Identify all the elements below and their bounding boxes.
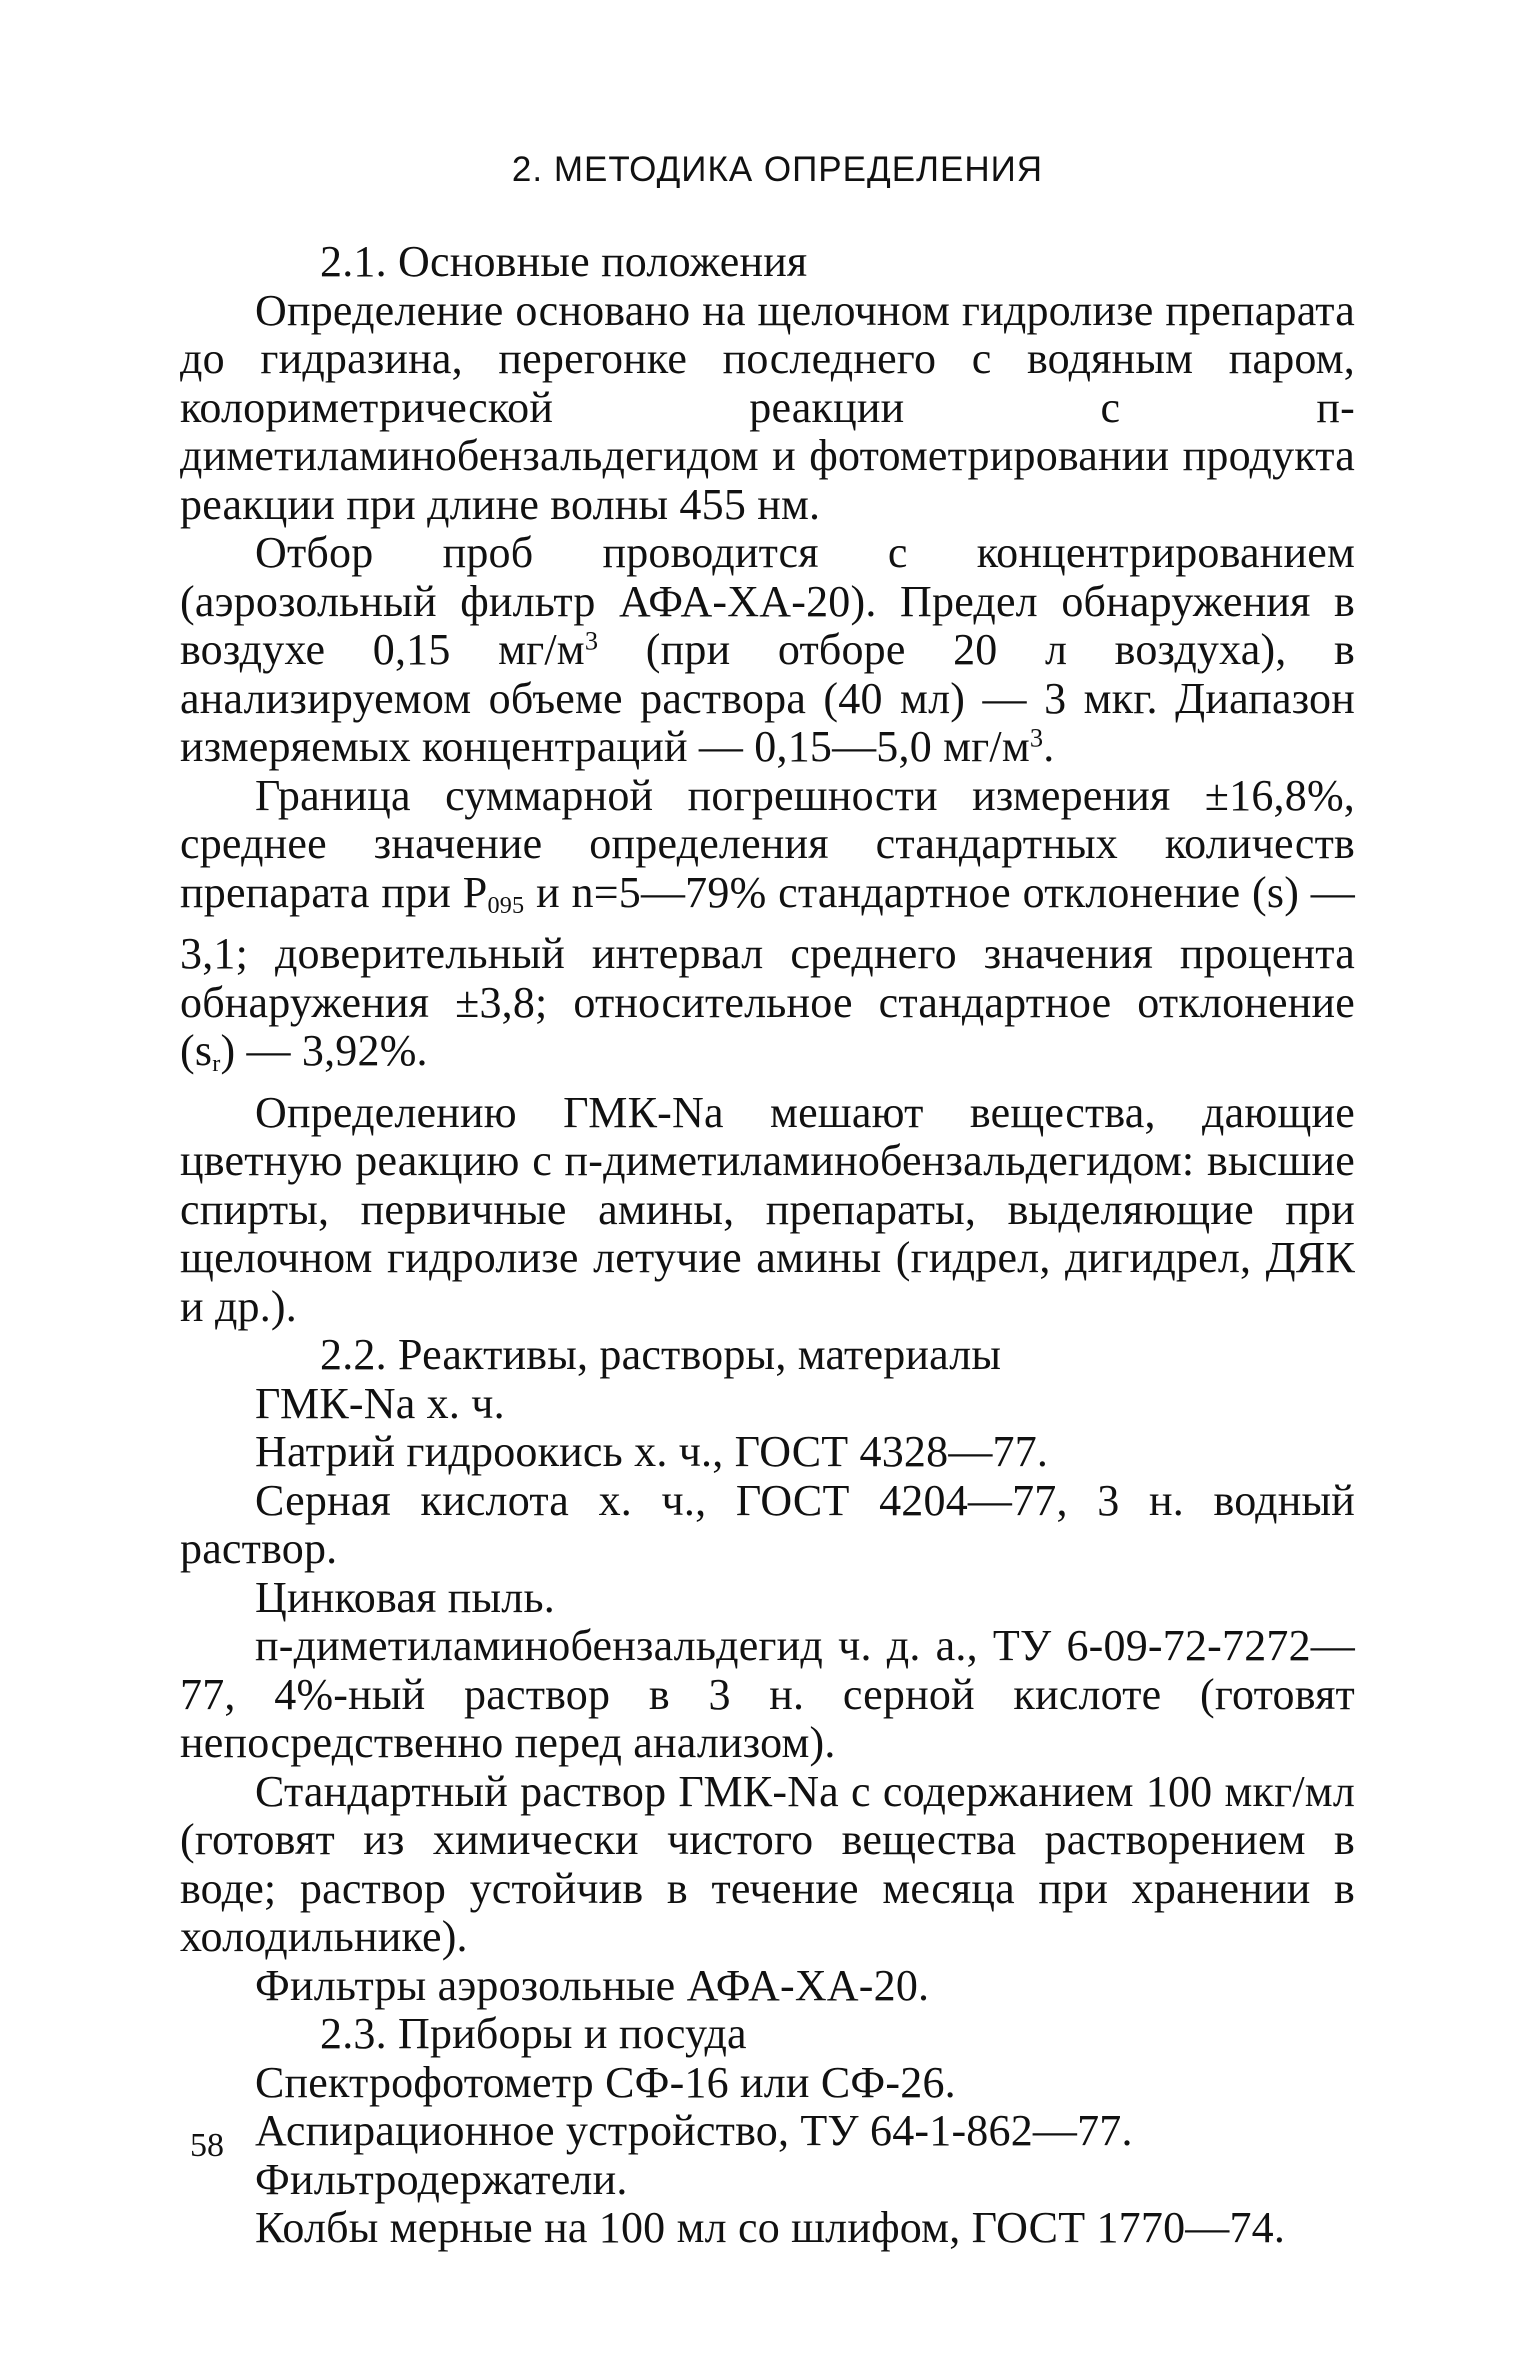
reagent-item: ГМК-Na х. ч.: [255, 1378, 505, 1428]
subscript: r: [212, 1050, 221, 1078]
paragraph-sampling: [180, 529, 1355, 772]
paragraph-error: [180, 772, 1355, 1089]
superscript: 3: [1029, 722, 1044, 753]
subsection-title-2-2: 2.2. Реактивы, растворы, материалы: [320, 1330, 1002, 1380]
reagent-item: п-диметиламинобензальдегид ч. д. а., ТУ 6-09-72-7272—77, 4%-ный раствор в 3 н. серной кислоте (готовят непосредственно перед анализом).: [180, 1621, 1355, 1768]
equipment-item: Спектрофотометр СФ-16 или СФ-26.: [255, 2057, 956, 2107]
paragraph-interference: Определению ГМК-Na мешают вещества, дающие цветную реакцию с п-диметиламинобензальдегидом: высшие спирты, первичные амины, препараты, выделяющие при щелочном гидролизе летучие амины (гидрел, дигидрел, ДЯК и др.).: [180, 1087, 1355, 1331]
reagent-item: Стандартный раствор ГМК-Na с содержанием 100 мкг/мл (готовят из химически чистого вещества растворением в воде; раствор устойчив в течение месяца при хранении в холодильнике).: [180, 1766, 1355, 1962]
sampling-text-a: Отбор проб проводится с концентрированием (аэрозольный фильтр АФА-ХА-20). Предел обнаружения в воздухе 0,15 мг/м: [180, 528, 1355, 674]
error-text-a: Граница суммарной погрешности измерения ±16,8%, среднее значение определения стандартных количеств препарата при P: [180, 770, 1355, 917]
document-page: [180, 150, 1355, 2253]
equipment-item: Фильтродержатели.: [255, 2154, 628, 2204]
sampling-text-c: .: [1043, 722, 1055, 771]
equipment-item: Аспирационное устройство, ТУ 64-1-862—77.: [255, 2106, 1133, 2156]
reagent-item: Серная кислота х. ч., ГОСТ 4204—77, 3 н. водный раствор.: [180, 1475, 1355, 1574]
reagent-item: Натрий гидроокись х. ч., ГОСТ 4328—77.: [255, 1427, 1049, 1477]
reagent-item: Цинковая пыль.: [255, 1572, 555, 1622]
subscript: 095: [487, 891, 525, 919]
error-text-b: и n=5—79% стандартное отклонение (s) — 3,1; доверительный интервал среднего значения процента обнаружения ±3,8; относительное стандартное отклонение (s: [180, 867, 1355, 1076]
paragraph-principle: Определение основано на щелочном гидролизе препарата до гидразина, перегонке последнего с водяным паром, колориметрической реакции с п-диметиламинобензальдегидом и фотометрировании продукта реакции при длине волны 455 нм.: [180, 285, 1355, 529]
superscript: 3: [584, 625, 599, 656]
page-number: 58: [190, 2127, 224, 2164]
sampling-text-b: (при отборе 20 л воздуха), в анализируемом объеме раствора (40 мл) — 3 мкг. Диапазон измеряемых концентраций — 0,15—5,0 мг/м: [180, 625, 1355, 771]
reagent-item: Фильтры аэрозольные АФА-ХА-20.: [255, 1960, 930, 2010]
equipment-item: Колбы мерные на 100 мл со шлифом, ГОСТ 1770—74.: [255, 2203, 1286, 2253]
section-heading: 2. МЕТОДИКА ОПРЕДЕЛЕНИЯ: [511, 150, 1044, 189]
subsection-title-2-1: 2.1. Основные положения: [320, 237, 808, 286]
error-text-c: ) — 3,92%.: [220, 1026, 428, 1076]
subsection-title-2-3: 2.3. Приборы и посуда: [320, 2009, 747, 2059]
